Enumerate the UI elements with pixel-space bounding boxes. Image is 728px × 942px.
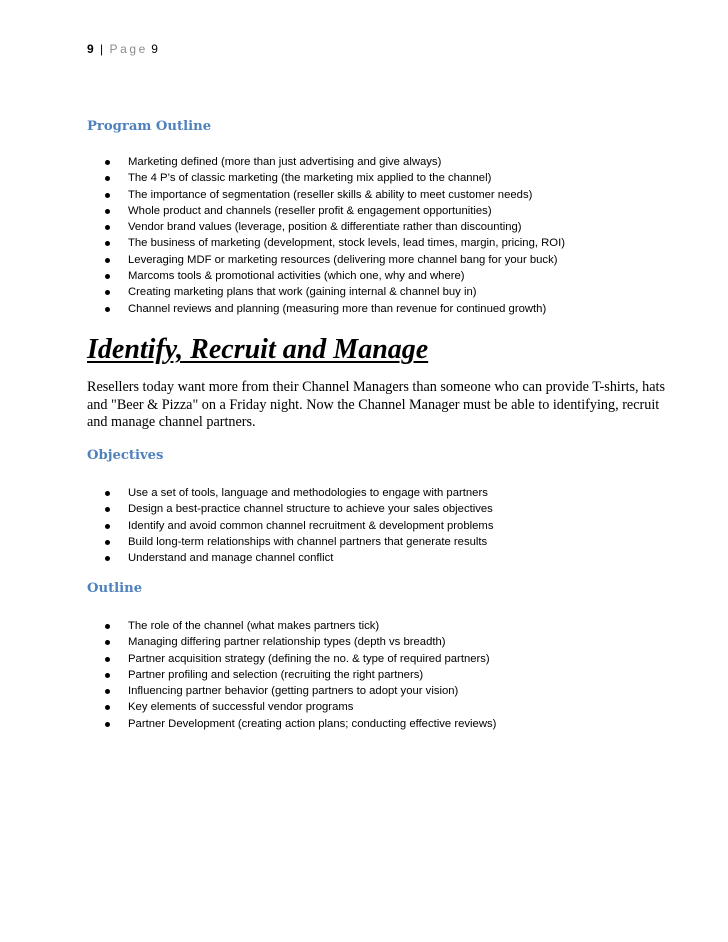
bullet-icon	[105, 556, 110, 561]
bullet-icon	[105, 524, 110, 529]
list-item-text: Influencing partner behavior (getting partners to adopt your vision)	[128, 685, 459, 698]
bullet-icon	[105, 705, 110, 710]
bullet-icon	[105, 657, 110, 662]
bullet-icon	[105, 209, 110, 214]
bullet-icon	[105, 491, 110, 496]
list-item-text: Understand and manage channel conflict	[128, 552, 334, 565]
list-item-text: Whole product and channels (reseller profit & engagement opportunities)	[128, 204, 492, 217]
bullet-icon	[105, 307, 110, 312]
list-item-text: Design a best-practice channel structure to achieve your sales objectives	[128, 503, 493, 516]
page-number-after: 9	[151, 42, 158, 56]
list-item-text: Key elements of successful vendor programs	[128, 701, 354, 714]
bullet-icon	[105, 689, 110, 694]
list-item-text: Leveraging MDF or marketing resources (delivering more channel bang for your buck)	[128, 253, 558, 266]
page-header	[87, 42, 158, 56]
bullet-icon	[105, 722, 110, 727]
list-item-text: The 4 P’s of classic marketing (the marketing mix applied to the channel)	[128, 172, 492, 185]
list-item-text: Partner Development (creating action plans; conducting effective reviews)	[128, 717, 497, 730]
page-label: Page	[109, 42, 148, 56]
bullet-icon	[105, 274, 110, 279]
bullet-icon	[105, 507, 110, 512]
bullet-icon	[105, 624, 110, 629]
header-separator: |	[100, 42, 104, 56]
list-item-text: Channel reviews and planning (measuring more than revenue for continued growth)	[128, 302, 547, 315]
list-item-text: Use a set of tools, language and methodologies to engage with partners	[128, 487, 488, 499]
list-item-text: Marcoms tools & promotional activities (which one, why and where)	[128, 270, 465, 283]
list-item-text: Creating marketing plans that work (gaining internal & channel buy in)	[128, 286, 477, 299]
bullet-icon	[105, 176, 110, 181]
bullet-icon	[105, 258, 110, 263]
bullet-icon	[105, 673, 110, 678]
list-item-text: The importance of segmentation (reseller skills & ability to meet customer needs)	[128, 188, 533, 201]
list-item-text: Marketing defined (more than just advertising and give always)	[128, 156, 442, 168]
bullet-icon	[105, 540, 110, 545]
list-item-text: Build long-term relationships with channel partners that generate results	[128, 535, 488, 548]
bullet-icon	[105, 640, 110, 645]
list-item-text: Identify and avoid common channel recruitment & development problems	[128, 519, 494, 532]
program-outline-heading: Program Outline	[87, 119, 212, 134]
bullet-icon	[105, 241, 110, 246]
bullet-icon	[105, 290, 110, 295]
bullet-icon	[105, 160, 110, 165]
section-paragraph: Resellers today want more from their Channel Managers than someone who can provide T-shirts, hats and "Beer & Pizza" on a Friday night. Now the Channel Manager must be able to identifying, recruit and manage channel partners.	[87, 379, 666, 431]
objectives-heading: Objectives	[87, 448, 164, 463]
list-item-text: Partner acquisition strategy (defining the no. & type of required partners)	[128, 652, 490, 665]
list-item-text: Partner profiling and selection (recruiting the right partners)	[128, 668, 424, 681]
list-item-text: The business of marketing (development, stock levels, lead times, margin, pricing, ROI)	[128, 237, 565, 250]
list-item-text: The role of the channel (what makes partners tick)	[128, 620, 380, 632]
list-item-text: Managing differing partner relationship types (depth vs breadth)	[128, 636, 446, 649]
outline-heading: Outline	[87, 581, 143, 596]
section-title: Identify, Recruit and Manage	[87, 334, 429, 365]
list-item-text: Vendor brand values (leverage, position & differentiate rather than discounting)	[128, 221, 522, 234]
page-number: 9	[87, 42, 94, 56]
bullet-icon	[105, 193, 110, 198]
bullet-icon	[105, 225, 110, 230]
